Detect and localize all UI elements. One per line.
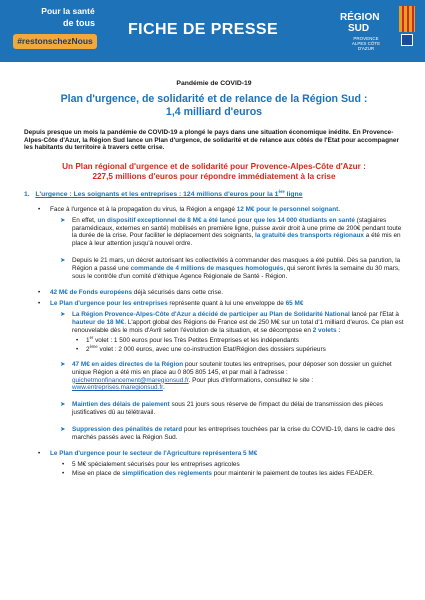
text: Mise en place de	[72, 469, 123, 477]
section-number: 1.	[24, 191, 30, 199]
list-item	[24, 450, 404, 458]
bullet-icon: •	[62, 461, 65, 469]
list-item	[24, 426, 404, 442]
highlight: simplification des règlements	[122, 469, 212, 477]
website-link[interactable]: www.entreprises.maregionsud.fr	[72, 384, 163, 392]
bullet-icon: •	[76, 346, 79, 354]
campaign-badge	[6, 6, 104, 54]
text: 1	[86, 337, 90, 345]
text: sous 21 jours sous réserve de l'impact du délai de transmission des pièces justificatives dû au télétravail.	[72, 401, 383, 416]
text: pour les entreprises touchées par la crise du COVID-19, dans le cadre des marchés passés avec la Région Sud.	[72, 425, 395, 441]
text: volet : 2 000 euros, avec une co-instruction Etat/Région des dossiers supérieurs	[97, 346, 326, 354]
sup: ème	[89, 344, 98, 350]
text: , qui seront livrés la semaine du 30 mars, sous le contrôle d'un comité d'éthique Agence Régionale de Santé - Région.	[72, 264, 400, 280]
bullet-icon: •	[62, 469, 65, 477]
section-title-text: L'urgence : Les soignants et les entreprises : 124 millions d'euros pour la 1	[35, 191, 279, 199]
arrow-icon: ➤	[60, 425, 66, 433]
arrow-icon: ➤	[60, 256, 66, 264]
text: pour maintenir le paiement de toutes les aides FEADER.	[211, 469, 374, 477]
text: Face à l'urgence et à la propagation du virus, la Région a engagé	[50, 205, 237, 213]
arrow-icon: ➤	[60, 401, 66, 409]
list-item	[24, 289, 404, 297]
text: En effet,	[72, 216, 98, 224]
subtitle-line2: 227,5 millions d'euros pour répondre immédiatement à la crise	[92, 172, 336, 182]
highlight: Maintien des délais de paiement	[72, 401, 170, 409]
list-item	[24, 300, 404, 308]
list-item	[24, 461, 404, 469]
list-item	[24, 206, 404, 214]
list-item	[24, 257, 404, 280]
bullet-icon: •	[38, 289, 41, 297]
email-link[interactable]: guichetmonfinancement@maregionsud.fr	[72, 376, 189, 384]
logo-subline: PROVENCE ALPES CÔTE D'AZUR	[351, 36, 381, 51]
text: (stagiaires paramédicaux, externes en santé) mobilisés en première ligne, puisse avoir droit à une prime de 200€ pendant toute la durée de la crise. Pour faciliter le déplacement des soignants,	[72, 216, 402, 240]
list-item	[24, 346, 404, 354]
section-heading	[24, 191, 404, 199]
highlight: la gratuité des transports régionaux	[254, 232, 364, 240]
text: pour soutenir toutes les entreprises, pour déposer son dossier un guichet unique Région a été mis en place au 0 805 805 145, et par mail à l'adresse :	[72, 360, 392, 376]
text: lancé par l'Etat à	[349, 310, 399, 318]
highlight: Suppression des pénalités de retard	[72, 425, 183, 433]
header-band	[0, 0, 425, 62]
arrow-icon: ➤	[60, 216, 66, 224]
text: 2	[86, 346, 90, 354]
logo-line1: RÉGION	[340, 12, 380, 23]
highlight: un dispositif exceptionnel de 8 M€ a été lancé pour que les 14 000 étudiants en santé	[97, 216, 355, 224]
list-item	[24, 217, 404, 248]
text: Depuis le 21 mars, un décret autorisant les collectivités à commander des masques a été publié. Dès sa parution, la Région a passé une	[72, 256, 401, 272]
logo-line2: SUD	[348, 23, 370, 34]
flag-stripes-icon	[399, 6, 415, 32]
text: représente quant à lui une enveloppe de	[167, 300, 286, 308]
list-item	[24, 401, 404, 417]
text: . L'apport global des Régions de France est de 250 M€ sur un total d'1 milliard d'euros. Ce plan est renouvelable dès le mois d'Avril selon l'évolution de la situation, et se décompose en	[72, 318, 404, 334]
page-title	[24, 93, 404, 119]
text: a été mis en place à leur attention jusqu'à nouvel ordre.	[72, 232, 401, 248]
arrow-icon: ➤	[60, 360, 66, 368]
campaign-hashtag: #restonschezNous	[13, 34, 97, 49]
campaign-line1: Pour la santé	[41, 6, 95, 16]
section-title-sup: ère	[278, 189, 285, 195]
pandemic-label: Pandémie de COVID-19	[176, 80, 252, 87]
list-item	[24, 361, 404, 392]
highlight: Le Plan d'urgence pour le secteur de l'Agriculture représentera 5 M€	[50, 450, 258, 458]
highlight: 12 M€ pour le personnel soignant.	[236, 205, 341, 213]
highlight: 47 M€ en aides directes de la Région	[72, 360, 184, 368]
highlight: 2 volets :	[312, 326, 341, 334]
highlight: hauteur de 18 M€	[72, 318, 125, 326]
text: 5 M€ spécialement sécurisés pour les entreprises agricoles	[72, 461, 240, 469]
highlight: Le Plan d'urgence pour les entreprises	[50, 300, 168, 308]
highlight: 42 M€ de Fonds européens	[50, 289, 133, 297]
section-title	[35, 191, 302, 198]
subtitle-line1: Un Plan régional d'urgence et de solidarité pour Provence-Alpes-Côte d'Azur :	[62, 162, 366, 172]
shield-icon	[401, 34, 413, 46]
list-item	[24, 337, 404, 345]
text: volet : 1 500 euros pour les Très Petites Entreprises et les indépendants	[93, 337, 299, 345]
bullet-icon: •	[76, 337, 79, 345]
sup: er	[89, 335, 94, 341]
list-item	[24, 470, 404, 478]
bullet-list	[24, 206, 404, 478]
subtitle	[24, 162, 404, 182]
bullet-icon: •	[38, 205, 41, 213]
text: déjà sécurisés dans cette crise.	[132, 289, 223, 297]
title-line2: 1,4 milliard d'euros	[165, 105, 263, 118]
text: .	[162, 384, 165, 392]
list-item	[24, 311, 404, 334]
intro-text: Depuis presque un mois la pandémie de COVID-19 a plongé le pays dans une situation économique inédite. En Provence-Alpes-Côte d'Azur, la Région Sud lance un Plan d'urgence, de solidarité et de relance aux côtés de l'Etat pour accompagner les habitants du territoire à travers cette crise.	[24, 128, 399, 152]
region-sud-logo	[340, 4, 415, 60]
bullet-icon: •	[38, 450, 41, 458]
title-line1: Plan d'urgence, de solidarité et de relance de la Région Sud :	[60, 92, 368, 105]
highlight: La Région Provence-Alpes-Côte d'Azur a décidé de participer au Plan de Solidarité National	[72, 310, 350, 318]
highlight: 65 M€	[285, 300, 304, 308]
campaign-line2: de tous	[62, 18, 95, 28]
section-title-end: ligne	[284, 191, 303, 199]
press-release-body	[24, 80, 404, 479]
bullet-icon: •	[38, 300, 41, 308]
arrow-icon: ➤	[60, 310, 66, 318]
text: . Pour plus d'informations, consultez le site :	[188, 376, 314, 384]
highlight: commande de 4 millions de masques homologués	[130, 264, 284, 272]
intro-paragraph	[24, 129, 404, 152]
doc-type-title: FICHE DE PRESSE	[128, 21, 279, 38]
